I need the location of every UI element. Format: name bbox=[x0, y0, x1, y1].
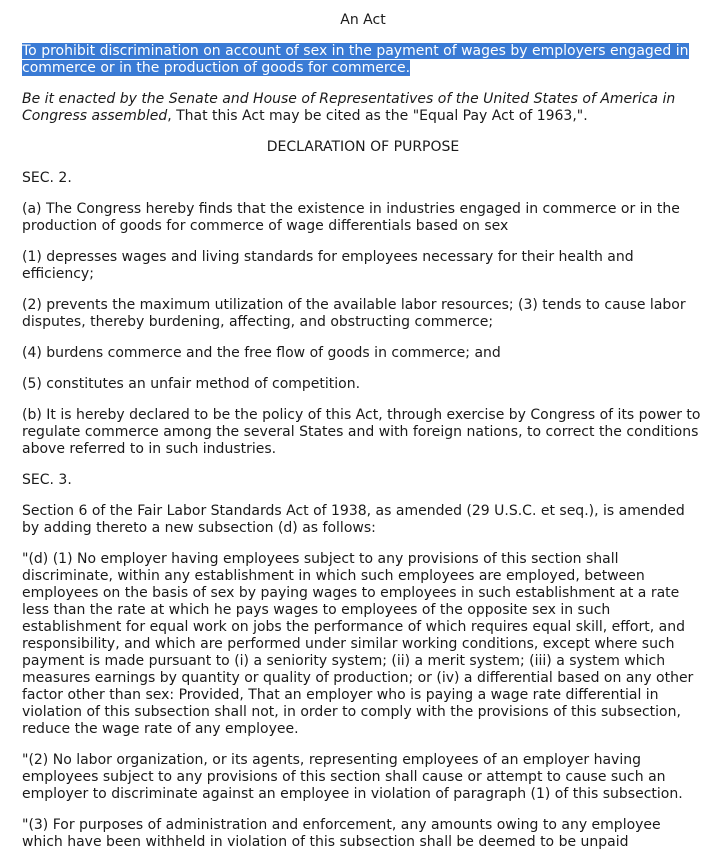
sec2-p2: (2) prevents the maximum utilization of the available labor resources; (3) tends to cause labor disputes, thereby burdening, affecting, and obstructing commerce; bbox=[22, 297, 686, 330]
enacting-clause-rest: , That this Act may be cited as the "Equal Pay Act of 1963,". bbox=[167, 108, 588, 124]
declaration-heading: DECLARATION OF PURPOSE bbox=[266, 139, 460, 155]
sec3-intro: Section 6 of the Fair Labor Standards Act of 1938, as amended (29 U.S.C. et seq.), is amended by adding thereto a new subsection (d) as follows: bbox=[22, 503, 685, 536]
document-title: An Act bbox=[340, 12, 386, 28]
enacting-clause-italic: Be it enacted by the Senate and House of Representatives of the United States of America in Congress assembled bbox=[22, 91, 676, 124]
sec2-p5: (5) constitutes an unfair method of competition. bbox=[22, 376, 361, 392]
sec2-a: (a) The Congress hereby finds that the existence in industries engaged in commerce or in the production of goods for commerce of wage differentials based on sex bbox=[22, 201, 680, 234]
sec3-d2: "(2) No labor organization, or its agents, representing employees of an employer having employees subject to any provisions of this section shall cause or attempt to cause such an employer to discriminate against an employee in violation of paragraph (1) of this subsection. bbox=[22, 752, 683, 802]
long-title[interactable] bbox=[22, 43, 704, 77]
sec2-label: SEC. 2. bbox=[22, 170, 72, 186]
document-body bbox=[22, 12, 704, 851]
enacting-clause bbox=[22, 91, 704, 125]
sec2-p1: (1) depresses wages and living standards for employees necessary for their health and efficiency; bbox=[22, 249, 634, 282]
sec3-label: SEC. 3. bbox=[22, 472, 72, 488]
sec2-p4: (4) burdens commerce and the free flow of goods in commerce; and bbox=[22, 345, 501, 361]
sec2-b: (b) It is hereby declared to be the policy of this Act, through exercise by Congress of its power to regulate commerce among the several States and with foreign nations, to correct the conditions above referred to in such industries. bbox=[22, 407, 701, 457]
selected-text[interactable]: To prohibit discrimination on account of sex in the payment of wages by employers engaged in commerce or in the production of goods for commerce. bbox=[22, 43, 689, 76]
sec3-d1: "(d) (1) No employer having employees subject to any provisions of this section shall discriminate, within any establishment in which such employees are employed, between employees on the basis of sex by paying wages to employees in such establishment at a rate less than the rate at which he pays wages to employees of the opposite sex in such establishment for equal work on jobs the performance of which requires equal skill, effort, and responsibility, and which are performed under similar working conditions, except where such payment is made pursuant to (i) a seniority system; (ii) a merit system; (iii) a system which measures earnings by quantity or quality of production; or (iv) a differential based on any other factor other than sex: Provided, That an employer who is paying a wage rate differential in violation of this subsection shall not, in order to comply with the provisions of this subsection, reduce the wage rate of any employee. bbox=[22, 551, 694, 737]
sec3-d3: "(3) For purposes of administration and enforcement, any amounts owing to any employee which have been withheld in violation of this subsection shall be deemed to be unpaid bbox=[22, 817, 661, 850]
